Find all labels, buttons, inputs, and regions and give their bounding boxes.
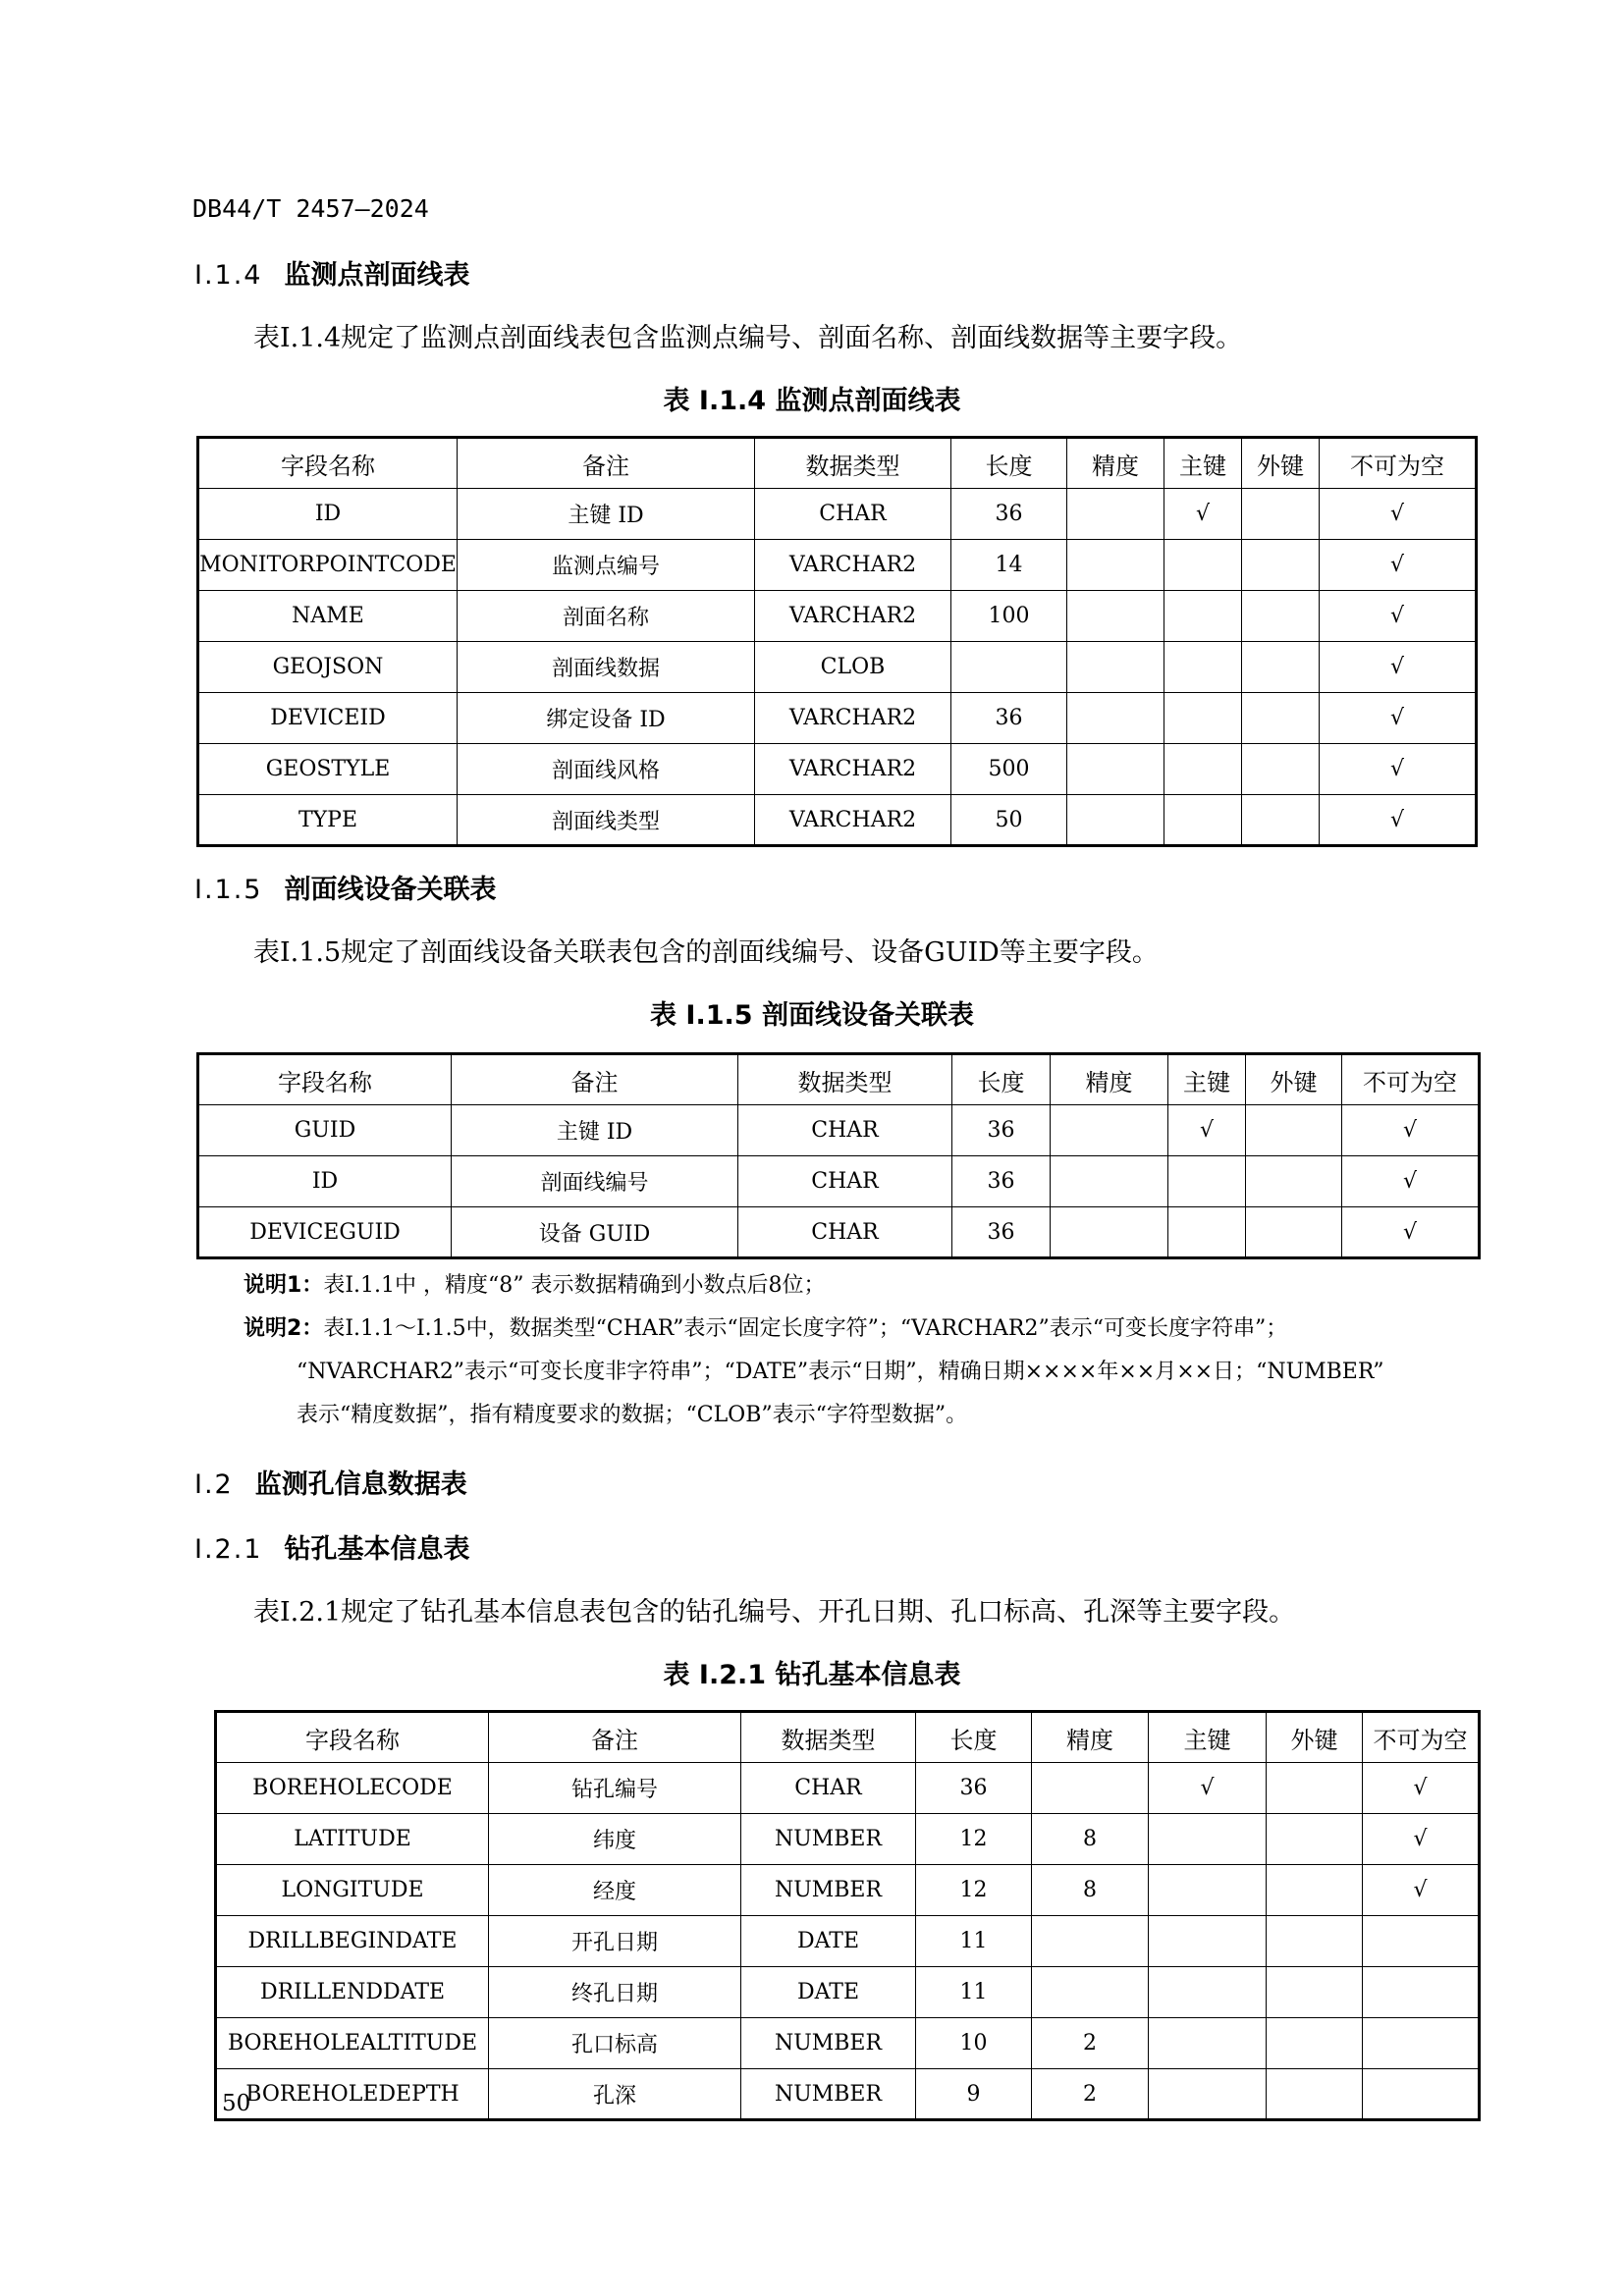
cell-pk	[1168, 1156, 1246, 1207]
cell-precision	[1051, 1105, 1168, 1156]
cell-fk	[1242, 489, 1320, 540]
cell-length: 10	[916, 2018, 1032, 2069]
cell-type: VARCHAR2	[755, 693, 951, 744]
table-caption-i121: 表 I.2.1 钻孔基本信息表	[663, 1660, 961, 1690]
cell-field: TYPE	[198, 795, 458, 846]
cell-field: BOREHOLECODE	[216, 1763, 489, 1814]
cell-notnull: √	[1320, 642, 1477, 693]
cell-pk: √	[1164, 489, 1242, 540]
table-i114	[196, 436, 1478, 847]
cell-remark: 孔深	[489, 2069, 741, 2120]
section-number: I.1.4	[194, 260, 263, 291]
table-row	[198, 540, 1477, 591]
cell-precision	[1032, 1916, 1149, 1967]
table-row	[198, 744, 1477, 795]
cell-length: 9	[916, 2069, 1032, 2120]
section-title: 监测点剖面线表	[284, 260, 470, 291]
cell-pk	[1164, 744, 1242, 795]
cell-remark: 纬度	[489, 1814, 741, 1865]
cell-remark: 孔口标高	[489, 2018, 741, 2069]
table-i121	[214, 1710, 1481, 2121]
cell-fk	[1242, 795, 1320, 846]
cell-field: GEOJSON	[198, 642, 458, 693]
cell-fk	[1267, 1916, 1363, 1967]
cell-field: BOREHOLEDEPTH	[216, 2069, 489, 2120]
section-heading-i115	[194, 868, 496, 906]
paragraph-i121: 表I.2.1规定了钻孔基本信息表包含的钻孔编号、开孔日期、孔口标高、孔深等主要字段。	[253, 1597, 1296, 1628]
cell-type: CLOB	[755, 642, 951, 693]
cell-fk	[1267, 1814, 1363, 1865]
cell-length: 100	[951, 591, 1067, 642]
cell-length: 36	[952, 1207, 1051, 1258]
cell-fk	[1246, 1156, 1342, 1207]
header-cell-notnull: 不可为空	[1363, 1712, 1480, 1763]
paragraph-i115: 表I.1.5规定了剖面线设备关联表包含的剖面线编号、设备GUID等主要字段。	[253, 937, 1159, 968]
header-cell-length: 长度	[952, 1054, 1051, 1105]
section-number: I.2	[194, 1469, 234, 1500]
header-cell-precision: 精度	[1067, 438, 1164, 489]
cell-notnull	[1363, 2069, 1480, 2120]
cell-precision	[1032, 1763, 1149, 1814]
table-i115	[196, 1052, 1481, 1259]
cell-pk	[1164, 693, 1242, 744]
cell-pk	[1149, 2069, 1267, 2120]
cell-precision: 8	[1032, 1865, 1149, 1916]
section-title: 监测孔信息数据表	[254, 1469, 467, 1500]
cell-notnull: √	[1342, 1156, 1480, 1207]
cell-type: VARCHAR2	[755, 540, 951, 591]
cell-type: VARCHAR2	[755, 795, 951, 846]
cell-remark: 剖面线类型	[458, 795, 755, 846]
header-cell-precision: 精度	[1032, 1712, 1149, 1763]
table-row	[216, 2069, 1480, 2120]
cell-length: 36	[951, 489, 1067, 540]
cell-notnull	[1363, 2018, 1480, 2069]
cell-length: 36	[952, 1105, 1051, 1156]
cell-remark: 剖面线编号	[452, 1156, 738, 1207]
cell-fk	[1246, 1207, 1342, 1258]
cell-precision	[1067, 693, 1164, 744]
cell-field: ID	[198, 1156, 452, 1207]
cell-pk	[1149, 2018, 1267, 2069]
cell-pk	[1164, 591, 1242, 642]
cell-type: VARCHAR2	[755, 744, 951, 795]
cell-field: GEOSTYLE	[198, 744, 458, 795]
cell-notnull: √	[1320, 693, 1477, 744]
cell-field: BOREHOLEALTITUDE	[216, 2018, 489, 2069]
cell-fk	[1267, 1865, 1363, 1916]
note-2	[244, 1308, 1287, 1351]
cell-field: NAME	[198, 591, 458, 642]
cell-remark: 剖面线风格	[458, 744, 755, 795]
cell-type: NUMBER	[741, 1865, 916, 1916]
cell-precision: 2	[1032, 2018, 1149, 2069]
cell-type: NUMBER	[741, 2069, 916, 2120]
header-cell-remark: 备注	[489, 1712, 741, 1763]
header-cell-length: 长度	[916, 1712, 1032, 1763]
section-heading-i121	[194, 1527, 469, 1566]
cell-fk	[1267, 1967, 1363, 2018]
cell-remark: 开孔日期	[489, 1916, 741, 1967]
cell-field: MONITORPOINTCODE	[198, 540, 458, 591]
header-cell-type: 数据类型	[741, 1712, 916, 1763]
table-header-row	[198, 1054, 1480, 1105]
cell-length: 12	[916, 1814, 1032, 1865]
table-row	[198, 642, 1477, 693]
cell-fk	[1242, 693, 1320, 744]
cell-field: DRILLBEGINDATE	[216, 1916, 489, 1967]
cell-notnull: √	[1320, 744, 1477, 795]
cell-precision	[1067, 744, 1164, 795]
cell-notnull: √	[1363, 1763, 1480, 1814]
header-cell-length: 长度	[951, 438, 1067, 489]
cell-fk	[1267, 2018, 1363, 2069]
header-cell-type: 数据类型	[738, 1054, 952, 1105]
header-cell-notnull: 不可为空	[1320, 438, 1477, 489]
cell-length: 11	[916, 1916, 1032, 1967]
table-caption-i115: 表 I.1.5 剖面线设备关联表	[650, 1000, 974, 1031]
cell-type: NUMBER	[741, 2018, 916, 2069]
header-cell-type: 数据类型	[755, 438, 951, 489]
table-row	[216, 1967, 1480, 2018]
note-2-line-1: 表I.1.1～I.1.5中，数据类型“CHAR”表示“固定长度字符”；“VARCHAR2”表示“可变长度字符串”；	[323, 1316, 1288, 1341]
section-heading-i2	[194, 1463, 467, 1501]
cell-notnull: √	[1320, 795, 1477, 846]
header-cell-field: 字段名称	[198, 1054, 452, 1105]
cell-length: 14	[951, 540, 1067, 591]
cell-pk	[1164, 540, 1242, 591]
cell-remark: 经度	[489, 1865, 741, 1916]
table-header-row	[216, 1712, 1480, 1763]
cell-field: DEVICEID	[198, 693, 458, 744]
note-2-label: 说明2：	[244, 1316, 324, 1341]
cell-type: DATE	[741, 1916, 916, 1967]
cell-remark: 设备 GUID	[452, 1207, 738, 1258]
table-caption-i114: 表 I.1.4 监测点剖面线表	[663, 386, 961, 416]
cell-type: NUMBER	[741, 1814, 916, 1865]
table-row	[198, 795, 1477, 846]
table-row	[216, 1916, 1480, 1967]
cell-notnull: √	[1320, 591, 1477, 642]
cell-pk	[1164, 795, 1242, 846]
cell-remark: 绑定设备 ID	[458, 693, 755, 744]
cell-length: 36	[952, 1156, 1051, 1207]
document-id: DB44/T 2457—2024	[192, 194, 429, 223]
cell-precision	[1067, 642, 1164, 693]
header-cell-field: 字段名称	[216, 1712, 489, 1763]
cell-type: CHAR	[738, 1105, 952, 1156]
cell-field: DRILLENDDATE	[216, 1967, 489, 2018]
cell-remark: 主键 ID	[458, 489, 755, 540]
cell-fk	[1242, 591, 1320, 642]
table-row	[198, 1207, 1480, 1258]
cell-field: LONGITUDE	[216, 1865, 489, 1916]
section-number: I.2.1	[194, 1534, 263, 1565]
cell-pk	[1149, 1865, 1267, 1916]
header-cell-fk: 外键	[1242, 438, 1320, 489]
cell-field: DEVICEGUID	[198, 1207, 452, 1258]
cell-precision: 2	[1032, 2069, 1149, 2120]
cell-fk	[1267, 2069, 1363, 2120]
table-header-row	[198, 438, 1477, 489]
cell-pk: √	[1168, 1105, 1246, 1156]
note-2-line-3: 表示“精度数据”，指有精度要求的数据；“CLOB”表示“字符型数据”。	[297, 1403, 968, 1427]
table-row	[216, 1814, 1480, 1865]
cell-pk	[1149, 1814, 1267, 1865]
cell-pk	[1149, 1916, 1267, 1967]
cell-field: ID	[198, 489, 458, 540]
cell-type: DATE	[741, 1967, 916, 2018]
cell-remark: 终孔日期	[489, 1967, 741, 2018]
table-row	[198, 1105, 1480, 1156]
note-2-line-2: “NVARCHAR2”表示“可变长度非字符串”；“DATE”表示“日期”，精确日期××××年××月××日；“NUMBER”	[297, 1360, 1384, 1384]
cell-notnull: √	[1320, 489, 1477, 540]
cell-length: 36	[951, 693, 1067, 744]
cell-pk	[1149, 1967, 1267, 2018]
cell-pk	[1164, 642, 1242, 693]
cell-type: CHAR	[738, 1207, 952, 1258]
header-cell-remark: 备注	[458, 438, 755, 489]
cell-notnull: √	[1342, 1207, 1480, 1258]
header-cell-fk: 外键	[1267, 1712, 1363, 1763]
table-row	[198, 489, 1477, 540]
note-1	[244, 1264, 825, 1308]
table-row	[216, 2018, 1480, 2069]
cell-length: 50	[951, 795, 1067, 846]
header-cell-pk: 主键	[1149, 1712, 1267, 1763]
cell-type: CHAR	[741, 1763, 916, 1814]
cell-precision	[1067, 540, 1164, 591]
cell-notnull: √	[1320, 540, 1477, 591]
cell-fk	[1246, 1105, 1342, 1156]
cell-notnull	[1363, 1967, 1480, 2018]
cell-field: LATITUDE	[216, 1814, 489, 1865]
cell-pk: √	[1149, 1763, 1267, 1814]
cell-remark: 钻孔编号	[489, 1763, 741, 1814]
note-1-text: 表I.1.1中 ，精度“8” 表示数据精确到小数点后8位；	[323, 1273, 826, 1298]
cell-precision	[1032, 1967, 1149, 2018]
cell-remark: 监测点编号	[458, 540, 755, 591]
cell-fk	[1242, 744, 1320, 795]
cell-fk	[1242, 540, 1320, 591]
cell-remark: 剖面线数据	[458, 642, 755, 693]
section-number: I.1.5	[194, 875, 263, 905]
table-row	[216, 1865, 1480, 1916]
note-1-label: 说明1：	[244, 1273, 324, 1298]
cell-length: 36	[916, 1763, 1032, 1814]
table-row	[216, 1763, 1480, 1814]
paragraph-i114: 表I.1.4规定了监测点剖面线表包含监测点编号、剖面名称、剖面线数据等主要字段。	[253, 323, 1243, 353]
header-cell-precision: 精度	[1051, 1054, 1168, 1105]
cell-length: 500	[951, 744, 1067, 795]
section-title: 剖面线设备关联表	[284, 875, 497, 905]
page-number: 50	[222, 2091, 251, 2116]
header-cell-pk: 主键	[1164, 438, 1242, 489]
cell-precision	[1067, 489, 1164, 540]
cell-precision	[1067, 795, 1164, 846]
section-title: 钻孔基本信息表	[284, 1534, 470, 1565]
cell-precision: 8	[1032, 1814, 1149, 1865]
cell-notnull	[1363, 1916, 1480, 1967]
cell-type: CHAR	[738, 1156, 952, 1207]
header-cell-pk: 主键	[1168, 1054, 1246, 1105]
section-heading-i114	[194, 253, 469, 292]
cell-length: 11	[916, 1967, 1032, 2018]
cell-pk	[1168, 1207, 1246, 1258]
header-cell-notnull: 不可为空	[1342, 1054, 1480, 1105]
header-cell-field: 字段名称	[198, 438, 458, 489]
cell-remark: 剖面名称	[458, 591, 755, 642]
table-row	[198, 693, 1477, 744]
cell-type: CHAR	[755, 489, 951, 540]
header-cell-fk: 外键	[1246, 1054, 1342, 1105]
cell-notnull: √	[1363, 1814, 1480, 1865]
cell-notnull: √	[1363, 1865, 1480, 1916]
cell-precision	[1067, 591, 1164, 642]
cell-notnull: √	[1342, 1105, 1480, 1156]
table-row	[198, 1156, 1480, 1207]
cell-precision	[1051, 1156, 1168, 1207]
header-cell-remark: 备注	[452, 1054, 738, 1105]
cell-type: VARCHAR2	[755, 591, 951, 642]
cell-remark: 主键 ID	[452, 1105, 738, 1156]
cell-length	[951, 642, 1067, 693]
cell-fk	[1267, 1763, 1363, 1814]
cell-length: 12	[916, 1865, 1032, 1916]
cell-fk	[1242, 642, 1320, 693]
cell-precision	[1051, 1207, 1168, 1258]
table-row	[198, 591, 1477, 642]
cell-field: GUID	[198, 1105, 452, 1156]
